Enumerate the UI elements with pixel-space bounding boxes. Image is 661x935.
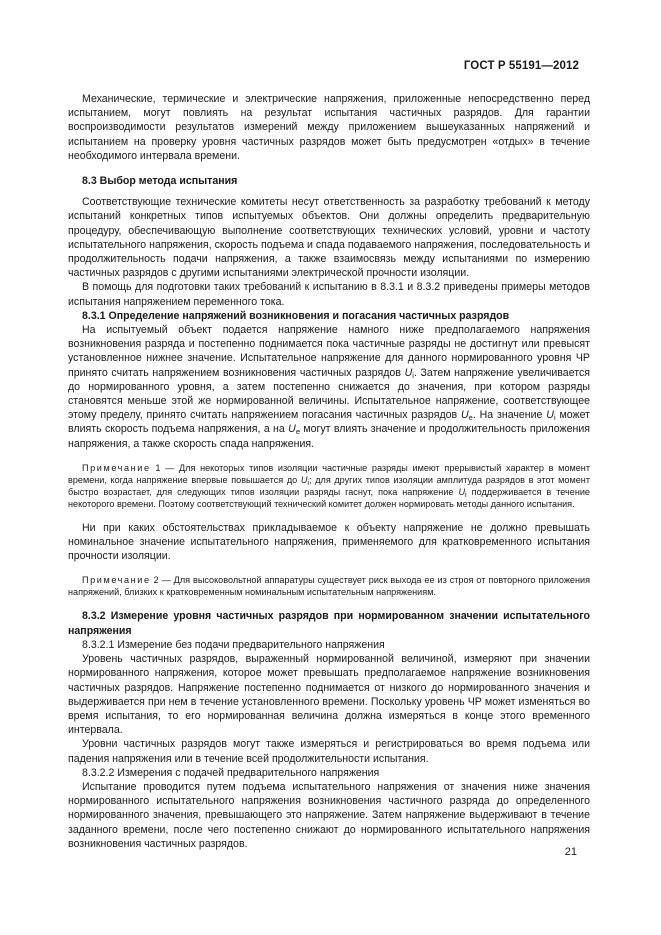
section-heading-8-3-1: 8.3.1 Определение напряжений возникновения и погасания частичных разрядов xyxy=(82,309,510,322)
section-8-3-paragraph-2: В помощь для подготовки таких требований к испытанию в 8.3.1 и 8.3.2 приведены примеры методов испытания напряжением переменного тока. xyxy=(68,281,590,308)
note-1: Примечание 1 — Для некоторых типов изоляции частичные разряды имеют прерывистый характер в момент времени, когда напряжение впервые повышается до $U_i$; для других типов изоляции амплитуда разрядов в этот момент быстро возрастает, для следующих типов изоляции разряды гаснут, пока напряжение $U_i$ поддерживается в течение некоторого времени. Поэтому соответствующий технический комитет должен нормировать методы данного испытания. xyxy=(68,462,590,509)
intro-paragraph: Механические, термические и электрические напряжения, приложенные непосредственно перед испытанием, могут повлиять на результат испытания частичных разрядов. Для гарантии воспроизводимости результатов измерений между приложением вышеуказанных напряжений и испытанием на проверку уровня частичных разрядов может быть предусмотрен «отдых» в течение необходимого интервала времени. xyxy=(68,93,590,162)
section-8-3-2-1-paragraph-2: Уровни частичных разрядов могут также измеряться и регистрироваться во время подъема или падения напряжения или в течение всей продолжительности испытания. xyxy=(68,738,590,765)
page-number: 21 xyxy=(564,846,577,858)
section-8-3-1-paragraph-2: Ни при каких обстоятельствах прикладываемое к объекту напряжение не должно превышать номинальное значение испытательного напряжения, применяемого для кратковременного испытания прочности изоляции. xyxy=(68,521,590,563)
section-heading-8-3-2: 8.3.2 Измерение уровня частичных разрядов при нормированном значении испытательного напряжения xyxy=(68,610,590,637)
standard-code: ГОСТ Р 55191—2012 xyxy=(463,60,579,72)
page-content xyxy=(68,92,590,851)
section-heading-8-3-2-1: 8.3.2.1 Измерение без подачи предварительного напряжения xyxy=(82,638,385,651)
section-8-3-1-paragraph-1: На испытуемый объект подается напряжение намного ниже предполагаемого напряжения возникновения разряда и постепенно поднимается пока частичные разряды не достигнут или превысят установленное нижнее значение. Испытательное напряжение для данного нормированного уровня ЧР принято считать напряжением возникновения частичных разрядов $U_i$. Затем напряжение увеличивается до нормированного уровня, а затем постепенно снижается до значения, при котором разряды становятся меньше этой же нормированной величины. Испытательное напряжение, соответствующее этому пределу, принято считать напряжением погасания частичных разрядов $U_e$. На значение $U_i$ может влиять скорость подъема напряжения, а на $U_e$ могут влиять значение и продолжительность приложения напряжения, а также скорость спада напряжения. xyxy=(68,324,590,450)
section-8-3-2-1-paragraph-1: Уровень частичных разрядов, выраженный нормированной величиной, измеряют при значении нормированного напряжения, которое может превышать предполагаемое напряжение возникновения частичных разрядов. Напряжение постепенно поднимается от низкого до нормированного значения и выдерживается при нем в течение установленного времени. Поскольку уровень ЧР может изменяться во время испытания, то его нормированная величина должна измеряться в конце этого временного интервала. xyxy=(68,653,590,737)
section-heading-8-3-2-2: 8.3.2.2 Измерения с подачей предварительного напряжения xyxy=(82,766,380,779)
section-8-3-2-2-paragraph-1: Испытание проводится путем подъема испытательного напряжения от значения ниже значения нормированного испытательного напряжения возникновения частичного разряда до определенного нормированного значения, превышающего это напряжение. Затем напряжение выдерживают в течение заданного времени, после чего постепенно снижают до нормированного испытательного напряжения возникновения частичных разрядов. xyxy=(68,780,590,850)
note-2: Примечание 2 — Для высоковольтной аппаратуры существует риск выхода ее из строя от повторного приложения напряжений, близких к кратковременным номинальным испытательным напряжениям. xyxy=(68,575,590,598)
section-heading-8-3: 8.3 Выбор метода испытания xyxy=(82,175,238,188)
section-8-3-paragraph-1: Соответствующие технические комитеты несут ответственность за разработку требований к методу испытаний конкретных типов испытуемых объектов. Они должны определить предварительную процедуру, обеспечивающую выполнение соответствующих технических условий, уровни и частоту испытательного напряжения, скорость подъема и спада подаваемого напряжения, последовательность и продолжительность подачи напряжения, а также взаимосвязь между испытаниями по измерению частичных разрядов с другими испытаниями электрической прочности изоляции. xyxy=(68,196,590,280)
